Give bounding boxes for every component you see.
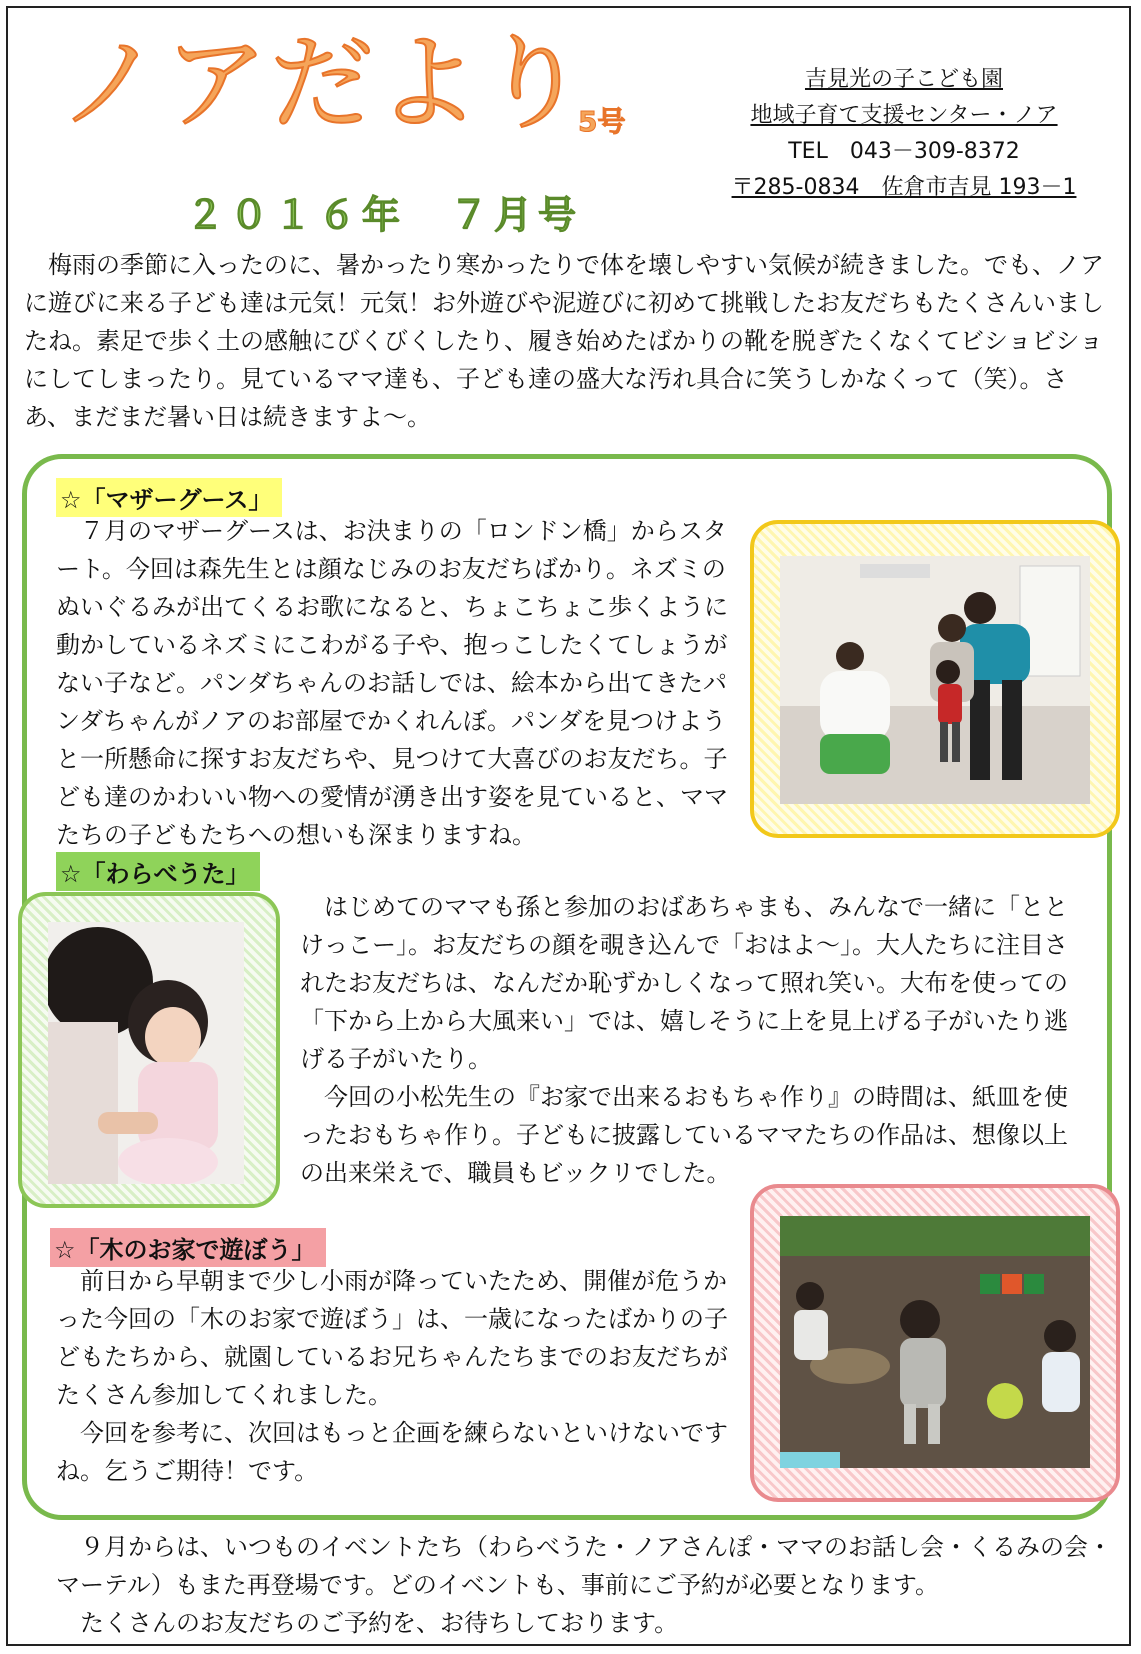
issue-number: 5号	[578, 105, 626, 138]
mother-goose-photo	[780, 556, 1090, 804]
organization-info	[716, 62, 1092, 206]
newsletter-title: ノアだより	[58, 22, 589, 144]
warabeuta-photo-illustration	[48, 922, 244, 1184]
wooden-house-photo	[780, 1216, 1090, 1468]
section-text-wooden-house	[56, 1262, 736, 1490]
org-center: 地域子育て支援センター・ノア	[750, 103, 1058, 128]
footer-line-2: たくさんのお友だちのご予約を、お待ちしております。	[80, 1609, 679, 1637]
org-address: 〒285-0834 佐倉市吉見 193－1	[731, 175, 1077, 200]
org-name: 吉見光の子こども園	[804, 67, 1003, 92]
section-heading-warabeuta: ☆「わらべうた」	[56, 852, 260, 891]
footer-notice	[56, 1528, 1116, 1642]
wooden-house-paragraph-1: 前日から早朝まで少し小雨が降っていたため、開催が危うかった今回の「木のお家で遊ぼう」は、一歳になったばかりの子どもたちから、就園しているお兄ちゃんたちまでのお友だちがたくさん参加してくれました。	[56, 1267, 728, 1409]
footer-line-1: ９月からは、いつものイベントたち（わらべうた・ノアさんぽ・ママのお話し会・くるみの会・マーテル）もまた再登場です。どのイベントも、事前にご予約が必要となります。	[56, 1533, 1112, 1599]
section-heading-mother-goose: ☆「マザーグース」	[56, 478, 282, 517]
warabeuta-paragraph-1: はじめてのママも孫と参加のおばあちゃまも、みんなで一緒に「ととけっこー」。お友だちの顔を覗き込んで「おはよ～」。大人たちに注目されたお友だちは、なんだか恥ずかしくなって照れ笑い。大布を使っての「下から上から大風来い」では、嬉しそうに上を見上げる子がいたり逃げる子がいたり。	[300, 893, 1068, 1073]
wooden-house-photo-illustration	[780, 1216, 1090, 1468]
section-heading-wooden-house: ☆「木のお家で遊ぼう」	[50, 1228, 326, 1267]
intro-text: 梅雨の季節に入ったのに、暑かったり寒かったりで体を壊しやすい気候が続きました。でも、ノアに遊びに来る子ども達は元気！元気！お外遊びや泥遊びに初めて挑戦したお友だちもたくさんいましたね。素足で歩く土の感触にびくびくしたり、履き始めたばかりの靴を脱ぎたくなくてビショビショにしてしまったり。見ているママ達も、子ども達の盛大な汚れ具合に笑うしかなくって（笑）。さあ、まだまだ暑い日は続きますよ～。	[24, 251, 1104, 431]
warabeuta-photo	[48, 922, 244, 1184]
section-text-warabeuta	[300, 888, 1090, 1192]
org-phone: TEL 043－309-8372	[788, 139, 1020, 164]
warabeuta-paragraph-2: 今回の小松先生の『お家で出来るおもちゃ作り』の時間は、紙皿を使ったおもちゃ作り。子どもに披露しているママたちの作品は、想像以上の出来栄えで、職員もビックリでした。	[300, 1083, 1068, 1187]
wooden-house-paragraph-2: 今回を参考に、次回はもっと企画を練らないといけないですね。乞うご期待！です。	[56, 1419, 728, 1485]
mother-goose-photo-illustration	[780, 556, 1090, 804]
section-text-mother-goose	[56, 512, 736, 854]
intro-paragraph	[24, 246, 1114, 436]
mother-goose-paragraph: ７月のマザーグースは、お決まりの「ロンドン橋」からスタート。今回は森先生とは顔なじみのお友だちばかり。ネズミのぬいぐるみが出てくるお歌になると、ちょこちょこ歩くように動かしているネズミにこわがる子や、抱っこしたくてしょうがない子など。パンダちゃんのお話しでは、絵本から出てきたパンダちゃんがノアのお部屋でかくれんぼ。パンダを見つけようと一所懸命に探すお友だちや、見つけて大喜びのお友だち。子ども達のかわいい物への愛情が湧き出す姿を見ていると、ママたちの子どもたちへの想いも深まりますね。	[56, 517, 728, 849]
issue-date: ２０１６年 ７月号	[186, 193, 583, 237]
